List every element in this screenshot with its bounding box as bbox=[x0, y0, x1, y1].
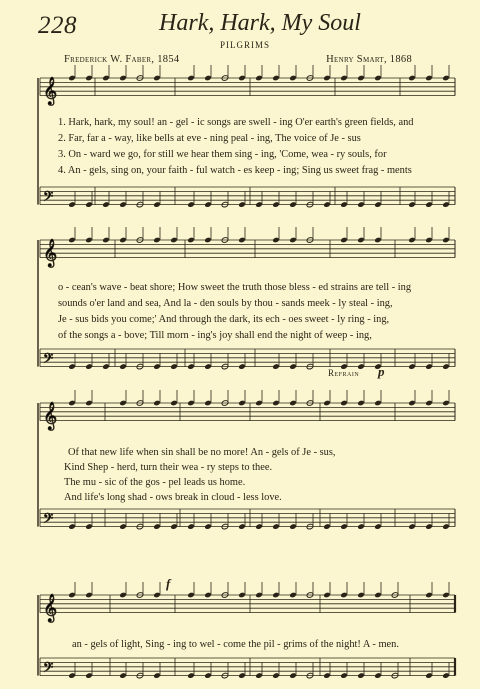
tune-name: PILGRIMS bbox=[219, 40, 270, 50]
hymn-title: Hark, Hark, My Soul bbox=[159, 10, 361, 36]
system-2-verse-2: sounds o'er land and sea, And la - den souls by thou - sands meek - ly steal - ing, bbox=[58, 298, 393, 309]
system-3-verse-4: And life's long shad - ows break in cloud - less love. bbox=[64, 492, 282, 503]
svg-text:𝄞: 𝄞 bbox=[43, 76, 58, 105]
system-2-verse-1: o - cean's wave - beat shore; How sweet the truth those bless - ed strains are tell - ing bbox=[58, 282, 412, 293]
svg-text:𝄞: 𝄞 bbox=[43, 401, 58, 430]
svg-text:𝄢: 𝄢 bbox=[43, 350, 54, 370]
svg-text:𝄢: 𝄢 bbox=[43, 510, 54, 530]
system-1-verse-4: 4. An - gels, sing on, your faith - ful watch - es keep - ing; Sing us sweet frag - ments bbox=[58, 165, 412, 176]
svg-text:𝄞: 𝄞 bbox=[43, 238, 58, 267]
system-4-verse-1: an - gels of light, Sing - ing to wel - come the pil - grims of the night! A - men. bbox=[72, 639, 399, 650]
system-2-verse-4: of the songs a - bove; Till morn - ing's joy shall end the night of weep - ing, bbox=[58, 330, 372, 341]
refrain-label: Refrain bbox=[328, 368, 360, 378]
system-3-verse-2: Kind Shep - herd, turn their wea - ry steps to thee. bbox=[64, 462, 273, 473]
dynamic-piano: p bbox=[378, 364, 385, 379]
svg-text:𝄢: 𝄢 bbox=[43, 188, 54, 208]
system-1-verse-2: 2. Far, far a - way, like bells at eve - ning peal - ing, The voice of Je - sus bbox=[58, 133, 361, 144]
system-3-verse-1: Of that new life when sin shall be no more! An - gels of Je - sus, bbox=[68, 447, 336, 458]
system-1-verse-1: 1. Hark, hark, my soul! an - gel - ic songs are swell - ing O'er earth's green fields, and bbox=[58, 117, 414, 128]
hymn-number: 228 bbox=[38, 12, 77, 39]
svg-text:𝄢: 𝄢 bbox=[43, 659, 54, 679]
system-3-verse-3: The mu - sic of the gos - pel leads us home. bbox=[64, 477, 246, 488]
system-1-verse-3: 3. On - ward we go, for still we hear them sing - ing, 'Come, wea - ry souls, for bbox=[58, 149, 387, 160]
composer-credit: Henry Smart, 1868 bbox=[326, 54, 412, 65]
author-credit: Frederick W. Faber, 1854 bbox=[64, 54, 180, 65]
svg-text:𝄞: 𝄞 bbox=[43, 593, 58, 622]
dynamic-forte: f bbox=[166, 576, 171, 591]
system-2-verse-3: Je - sus bids you come;' And through the dark, its ech - oes sweet - ly ring - ing, bbox=[58, 314, 390, 325]
